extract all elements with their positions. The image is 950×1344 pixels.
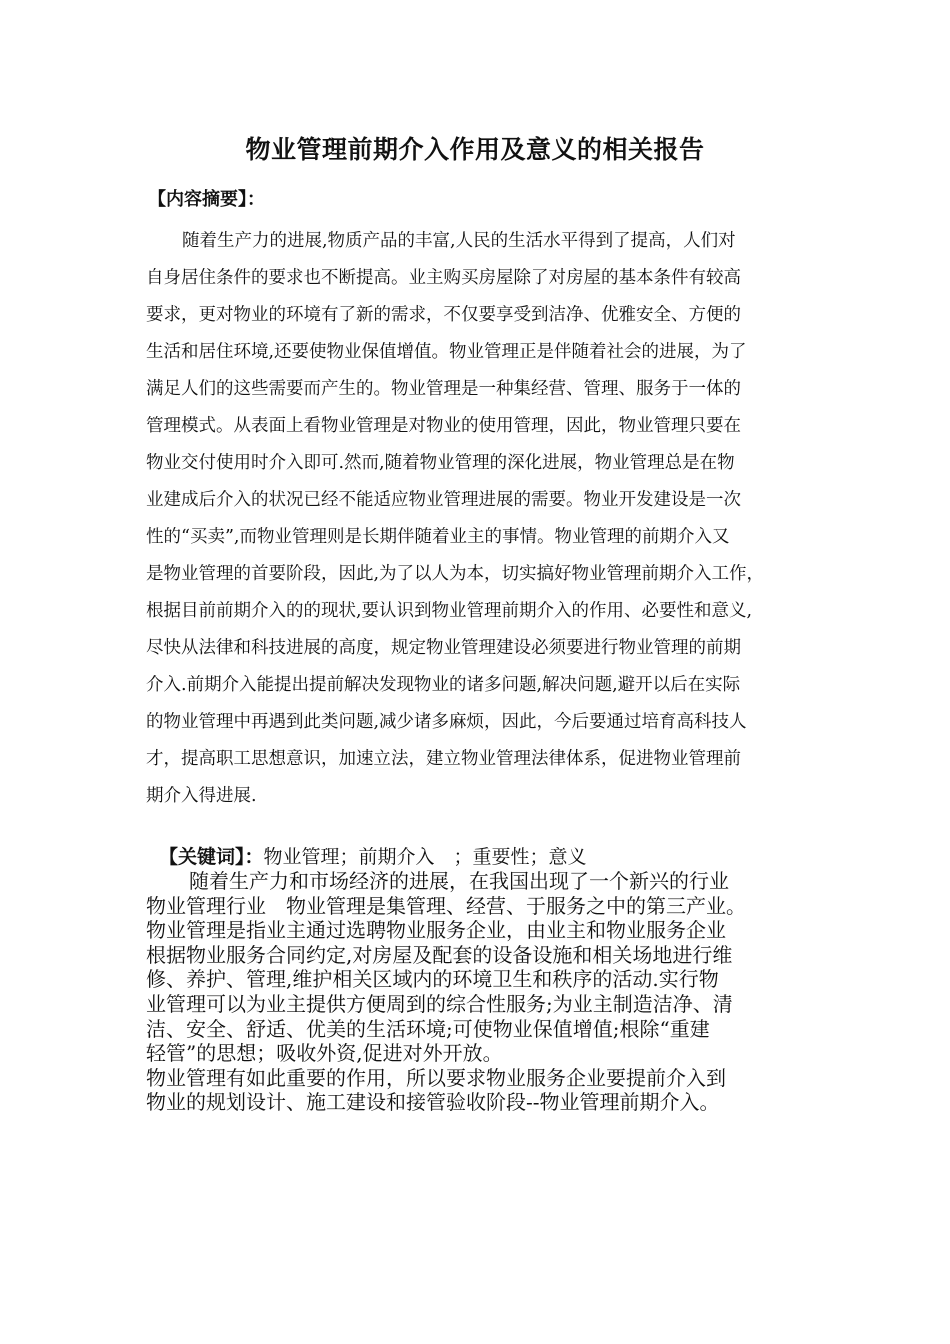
abstract-line: 是物业管理的首要阶段，因此,为了以人为本，切实搞好物业管理前期介入工作， — [146, 564, 765, 584]
abstract-line: 生活和居住环境,还要使物业保值增值。物业管理正是伴随着社会的进展，为了 — [146, 342, 747, 362]
body-line: 物业管理行业 物业管理是集管理、经营、于服务之中的第三产业。 — [146, 893, 746, 918]
abstract-line: 尽快从法律和科技进展的高度，规定物业管理建设必须要进行物业管理的前期 — [146, 638, 741, 658]
abstract-line: 自身居住条件的要求也不断提高。业主购买房屋除了对房屋的基本条件有较高 — [146, 268, 741, 288]
body-line: 根据物业服务合同约定,对房屋及配套的设备设施和相关场地进行维 — [146, 942, 733, 967]
body-line: 修、养护、管理,维护相关区域内的环境卫生和秩序的活动.实行物 — [146, 967, 719, 992]
keywords-text: 物业管理；前期介入 ；重要性；意义 — [263, 846, 587, 868]
abstract-line: 根据目前前期介入的的现状,要认识到物业管理前期介入的作用、必要性和意义, — [146, 601, 753, 621]
keywords-row — [159, 843, 587, 871]
body-text — [146, 869, 826, 1115]
body-line: 物业管理有如此重要的作用，所以要求物业服务企业要提前介入到 — [146, 1065, 726, 1090]
abstract-line: 随着生产力的进展,物质产品的丰富,人民的生活水平得到了提高，人们对 — [182, 231, 736, 251]
body-line: 随着生产力和市场经济的进展，在我国出现了一个新兴的行业 — [189, 869, 729, 893]
abstract-line: 业建成后介入的状况已经不能适应物业管理进展的需要。物业开发建设是一次 — [146, 490, 741, 510]
body-line: 洁、安全、舒适、优美的生活环境;可使物业保值增值;根除“重建 — [146, 1016, 710, 1041]
abstract-line: 要求，更对物业的环境有了新的需求，不仅要享受到洁净、优雅安全、方便的 — [146, 305, 741, 325]
abstract-line: 满足人们的这些需要而产生的。物业管理是一种集经营、管理、服务于一体的 — [146, 379, 741, 399]
abstract-line: 物业交付使用时介入即可.然而,随着物业管理的深化进展，物业管理总是在物 — [146, 453, 735, 473]
abstract-line: 管理模式。从表面上看物业管理是对物业的使用管理，因此，物业管理只要在 — [146, 416, 741, 436]
body-line: 物业管理是指业主通过选聘物业服务企业，由业主和物业服务企业 — [146, 918, 726, 943]
abstract-line: 才，提高职工思想意识，加速立法，建立物业管理法律体系，促进物业管理前 — [146, 749, 741, 769]
abstract-heading: 【内容摘要】： — [148, 189, 265, 210]
document-title: 物业管理前期介入作用及意义的相关报告 — [245, 135, 705, 164]
keywords-label: 【关键词】： — [159, 846, 264, 868]
abstract-line: 期介入得进展. — [146, 786, 257, 806]
body-line: 业管理可以为业主提供方便周到的综合性服务;为业主制造洁净、清 — [146, 991, 733, 1016]
body-line: 轻管”的思想；吸收外资,促进对外开放。 — [146, 1041, 503, 1066]
abstract-line: 介入.前期介入能提出提前解决发现物业的诸多问题,解决问题,避开以后在实际 — [146, 675, 741, 695]
abstract-line: 的物业管理中再遇到此类问题,减少诸多麻烦，因此，今后要通过培育高科技人 — [146, 712, 747, 732]
abstract-line: 性的“买卖”,而物业管理则是长期伴随着业主的事情。物业管理的前期介入又 — [146, 527, 730, 547]
body-line: 物业的规划设计、施工建设和接管验收阶段--物业管理前期介入。 — [146, 1090, 720, 1115]
abstract-body — [146, 223, 808, 815]
